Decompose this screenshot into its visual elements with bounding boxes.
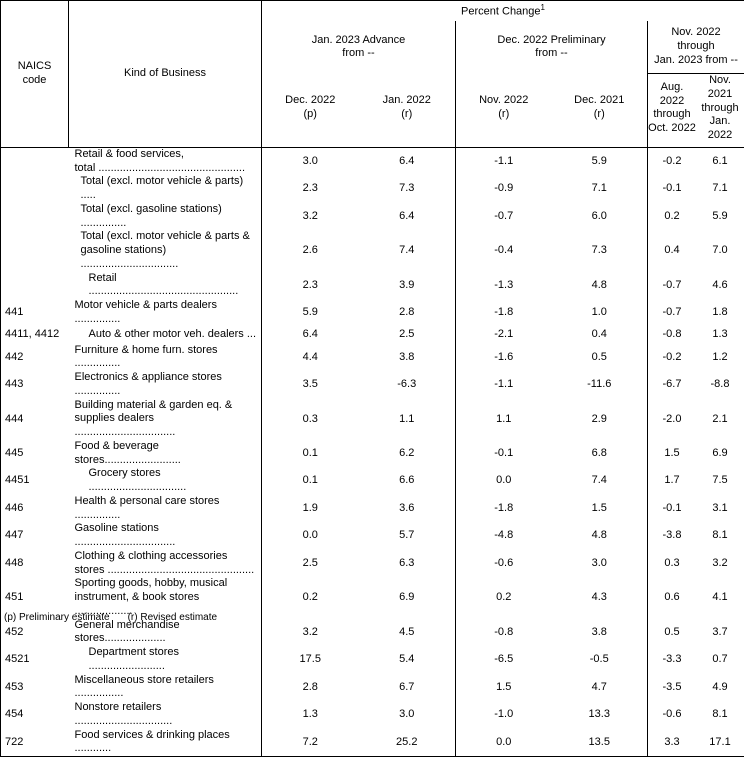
cell-kind-of-business (69, 701, 262, 729)
cell-value: 1.9 (262, 495, 359, 523)
cell-value: 2.9 (552, 399, 648, 440)
cell-value: -1.3 (456, 272, 552, 300)
cell-kind-of-business (69, 674, 262, 702)
kind-of-business-line: General merchandise stores.................... (75, 619, 258, 647)
naics-code-label-line2: code (1, 74, 68, 88)
subcol-1-line1: Jan. 2022 (359, 94, 456, 108)
cell-naics-code: 446 (1, 495, 69, 523)
cell-value: 17.5 (262, 646, 359, 674)
cell-value: -0.6 (648, 701, 697, 729)
table-row (1, 467, 744, 495)
cell-value: 7.2 (262, 729, 359, 757)
kind-of-business-line: Nonstore retailers ................................ (75, 701, 258, 729)
col-header-percent-change (262, 1, 744, 22)
cell-value: -0.2 (648, 344, 697, 372)
cell-value: 3.9 (359, 272, 456, 300)
cell-value: 3.1 (696, 495, 744, 523)
cell-value: 7.1 (552, 175, 648, 203)
group-1-line2: from -- (456, 47, 647, 61)
table-row (1, 175, 744, 203)
cell-value: 0.0 (456, 729, 552, 757)
kind-of-business-line: Total (excl. motor vehicle & parts) ..... (81, 175, 258, 203)
cell-value: -4.8 (456, 522, 552, 550)
cell-value: 7.3 (359, 175, 456, 203)
cell-value: 1.2 (696, 344, 744, 372)
subcol-3-line1: Dec. 2021 (552, 94, 648, 108)
cell-value: 3.0 (552, 550, 648, 578)
cell-value: -0.1 (648, 175, 697, 203)
subcol-4-line2: through (648, 108, 696, 122)
cell-kind-of-business (69, 299, 262, 327)
cell-value: -3.3 (648, 646, 697, 674)
cell-kind-of-business (69, 272, 262, 300)
subcol-0-line1: Dec. 2022 (262, 94, 359, 108)
table-row (1, 272, 744, 300)
table-row (1, 646, 744, 674)
group-header-jan-2023-advance (262, 21, 456, 74)
cell-value: 6.8 (552, 440, 648, 468)
subcol-0-line2: (p) (262, 108, 359, 122)
cell-value: 3.0 (359, 701, 456, 729)
cell-value: 0.6 (648, 577, 697, 618)
table-row (1, 550, 744, 578)
cell-value: 6.7 (359, 674, 456, 702)
cell-value: 0.7 (696, 646, 744, 674)
cell-naics-code: 444 (1, 399, 69, 440)
cell-value: 4.4 (262, 344, 359, 372)
cell-value: -0.6 (456, 550, 552, 578)
cell-value: 6.4 (262, 327, 359, 344)
group-1-line1: Dec. 2022 Preliminary (456, 34, 647, 48)
percent-change-label: Percent Change (461, 5, 541, 17)
table-row (1, 371, 744, 399)
table-row (1, 147, 744, 175)
cell-value: -6.7 (648, 371, 697, 399)
cell-value: 0.0 (262, 522, 359, 550)
kind-of-business-line: Department stores ......................... (89, 646, 258, 674)
subcol-5-line1: Nov. 2021 (696, 74, 744, 102)
cell-kind-of-business (69, 175, 262, 203)
group-2-line1: Nov. 2022 (648, 26, 744, 40)
cell-naics-code (1, 230, 69, 271)
cell-value: 6.1 (696, 147, 744, 175)
cell-value: 3.3 (648, 729, 697, 757)
cell-value: 0.4 (648, 230, 697, 271)
cell-value: 3.2 (696, 550, 744, 578)
kind-of-business-line: Retail ................................................. (89, 272, 258, 300)
cell-value: -6.5 (456, 646, 552, 674)
cell-value: 0.4 (552, 327, 648, 344)
table-row (1, 522, 744, 550)
cell-kind-of-business (69, 467, 262, 495)
kind-of-business-line: Food services & drinking places ............ (75, 729, 258, 757)
cell-value: 8.1 (696, 701, 744, 729)
cell-value: 1.3 (262, 701, 359, 729)
kind-of-business-line: Miscellaneous store retailers ................ (75, 674, 258, 702)
cell-value: 0.2 (456, 577, 552, 618)
cell-naics-code (1, 272, 69, 300)
footnote-preliminary: (p) Preliminary estimate (4, 612, 110, 623)
cell-value: 4.8 (552, 272, 648, 300)
cell-naics-code: 4521 (1, 646, 69, 674)
cell-value: 8.1 (696, 522, 744, 550)
cell-value: 2.3 (262, 175, 359, 203)
percent-change-footnote-marker: 1 (541, 3, 545, 12)
kind-of-business-line: Building material & garden eq. & (75, 399, 258, 413)
subcol-header-dec-2022-p (262, 74, 359, 148)
cell-value: 2.1 (696, 399, 744, 440)
table-row (1, 495, 744, 523)
cell-value: 7.4 (552, 467, 648, 495)
cell-value: -0.9 (456, 175, 552, 203)
cell-value: -8.8 (696, 371, 744, 399)
cell-value: 0.1 (262, 440, 359, 468)
kind-of-business-line: Food & beverage stores......................... (75, 440, 258, 468)
cell-value: 0.3 (648, 550, 697, 578)
cell-kind-of-business (69, 327, 262, 344)
cell-kind-of-business (69, 203, 262, 231)
kind-of-business-line: supplies dealers ................................. (75, 412, 258, 440)
cell-value: -3.5 (648, 674, 697, 702)
cell-value: -0.8 (456, 619, 552, 647)
cell-value: 4.9 (696, 674, 744, 702)
cell-value: 1.1 (456, 399, 552, 440)
kind-of-business-line: Gasoline stations ................................. (75, 522, 258, 550)
subcol-1-line2: (r) (359, 108, 456, 122)
subcol-3-line2: (r) (552, 108, 648, 122)
cell-kind-of-business (69, 399, 262, 440)
cell-value: 5.9 (552, 147, 648, 175)
cell-value: -0.1 (456, 440, 552, 468)
cell-value: -1.6 (456, 344, 552, 372)
kind-of-business-line: Motor vehicle & parts dealers ............... (75, 299, 258, 327)
cell-value: -2.1 (456, 327, 552, 344)
cell-value: 0.1 (262, 467, 359, 495)
cell-kind-of-business (69, 440, 262, 468)
subcol-header-dec-2021-r (552, 74, 648, 148)
cell-value: 1.5 (648, 440, 697, 468)
table-footnotes (4, 612, 217, 623)
cell-value: 1.5 (456, 674, 552, 702)
table-row (1, 344, 744, 372)
cell-value: 3.8 (552, 619, 648, 647)
cell-value: 25.2 (359, 729, 456, 757)
cell-naics-code (1, 203, 69, 231)
cell-naics-code (1, 175, 69, 203)
kind-of-business-line: Sporting goods, hobby, musical (75, 577, 258, 591)
group-2-line3: Jan. 2023 from -- (648, 54, 744, 68)
cell-value: 4.3 (552, 577, 648, 618)
cell-naics-code: 453 (1, 674, 69, 702)
cell-value: 1.5 (552, 495, 648, 523)
cell-value: 3.8 (359, 344, 456, 372)
cell-value: 1.1 (359, 399, 456, 440)
cell-naics-code: 722 (1, 729, 69, 757)
cell-value: 1.8 (696, 299, 744, 327)
cell-value: 13.3 (552, 701, 648, 729)
kind-of-business-line: stores ................................................ (75, 564, 258, 578)
cell-value: 2.5 (359, 327, 456, 344)
cell-naics-code: 448 (1, 550, 69, 578)
group-0-line1: Jan. 2023 Advance (262, 34, 455, 48)
cell-naics-code: 452 (1, 619, 69, 647)
table-row (1, 440, 744, 468)
cell-kind-of-business (69, 230, 262, 271)
cell-value: 7.0 (696, 230, 744, 271)
group-2-line2: through (648, 40, 744, 54)
cell-value: 6.2 (359, 440, 456, 468)
cell-naics-code (1, 147, 69, 175)
cell-value: -0.7 (456, 203, 552, 231)
kind-of-business-line: Electronics & appliance stores ............... (75, 371, 258, 399)
cell-naics-code: 443 (1, 371, 69, 399)
cell-value: 6.4 (359, 147, 456, 175)
cell-value: 1.7 (648, 467, 697, 495)
cell-value: 6.4 (359, 203, 456, 231)
cell-value: 3.2 (262, 619, 359, 647)
naics-code-label-line1: NAICS (1, 60, 68, 74)
cell-value: 2.6 (262, 230, 359, 271)
cell-value: 2.5 (262, 550, 359, 578)
cell-value: 7.1 (696, 175, 744, 203)
group-header-dec-2022-preliminary (456, 21, 648, 74)
cell-value: 6.0 (552, 203, 648, 231)
cell-value: 6.6 (359, 467, 456, 495)
subcol-5-line2: through (696, 102, 744, 116)
subcol-2-line1: Nov. 2022 (456, 94, 552, 108)
cell-value: 3.2 (262, 203, 359, 231)
kind-of-business-line: Grocery stores ................................ (89, 467, 258, 495)
cell-value: 7.3 (552, 230, 648, 271)
footnote-revised: (r) Revised estimate (128, 612, 217, 623)
cell-naics-code: 445 (1, 440, 69, 468)
cell-value: 5.9 (696, 203, 744, 231)
cell-value: 3.5 (262, 371, 359, 399)
table-row (1, 701, 744, 729)
cell-value: 6.9 (696, 440, 744, 468)
cell-value: -1.8 (456, 495, 552, 523)
cell-naics-code: 4451 (1, 467, 69, 495)
cell-value: 6.9 (359, 577, 456, 618)
subcol-header-nov-2021-through-jan-2022 (696, 74, 744, 148)
cell-naics-code: 451 (1, 577, 69, 618)
cell-value: 5.9 (262, 299, 359, 327)
table-row (1, 674, 744, 702)
cell-kind-of-business (69, 729, 262, 757)
kind-of-business-line: Clothing & clothing accessories (75, 550, 258, 564)
cell-naics-code: 442 (1, 344, 69, 372)
cell-value: 0.5 (552, 344, 648, 372)
cell-kind-of-business (69, 344, 262, 372)
cell-naics-code: 4411, 4412 (1, 327, 69, 344)
kind-of-business-line: Auto & other motor veh. dealers ... (89, 328, 258, 342)
col-header-naics-code (1, 1, 69, 148)
kind-of-business-line: instrument, & book stores ................... (75, 591, 258, 619)
cell-value: 2.8 (262, 674, 359, 702)
cell-value: 3.6 (359, 495, 456, 523)
cell-value: 13.5 (552, 729, 648, 757)
cell-value: 3.0 (262, 147, 359, 175)
cell-kind-of-business (69, 495, 262, 523)
cell-value: -0.7 (648, 299, 697, 327)
table-row (1, 230, 744, 271)
cell-value: 1.0 (552, 299, 648, 327)
cell-value: 0.5 (648, 619, 697, 647)
subcol-header-jan-2022-r (359, 74, 456, 148)
kind-of-business-line: Total (excl. motor vehicle & parts & (81, 230, 258, 244)
cell-naics-code: 454 (1, 701, 69, 729)
cell-kind-of-business (69, 147, 262, 175)
subcol-5-line3: Jan. 2022 (696, 115, 744, 143)
table-row (1, 299, 744, 327)
cell-value: -1.1 (456, 371, 552, 399)
kind-of-business-line: Retail & food services, (75, 148, 258, 162)
cell-value: 5.4 (359, 646, 456, 674)
cell-naics-code: 447 (1, 522, 69, 550)
cell-value: 7.5 (696, 467, 744, 495)
group-0-line2: from -- (262, 47, 455, 61)
cell-value: 3.7 (696, 619, 744, 647)
table-row (1, 327, 744, 344)
cell-value: 2.8 (359, 299, 456, 327)
cell-value: 17.1 (696, 729, 744, 757)
cell-value: 7.4 (359, 230, 456, 271)
kind-of-business-line: total ................................................ (75, 162, 258, 176)
cell-value: -2.0 (648, 399, 697, 440)
subcol-header-nov-2022-r (456, 74, 552, 148)
cell-value: 4.1 (696, 577, 744, 618)
cell-kind-of-business (69, 646, 262, 674)
kind-of-business-label: Kind of Business (124, 67, 206, 79)
cell-value: -0.4 (456, 230, 552, 271)
subcol-2-line2: (r) (456, 108, 552, 122)
kind-of-business-line: gasoline stations) ................................ (81, 244, 258, 272)
cell-value: 0.2 (262, 577, 359, 618)
subcol-4-line1: Aug. 2022 (648, 81, 696, 109)
cell-value: 4.7 (552, 674, 648, 702)
cell-kind-of-business (69, 522, 262, 550)
cell-kind-of-business (69, 550, 262, 578)
cell-value: -1.8 (456, 299, 552, 327)
col-header-kind-of-business (69, 1, 262, 148)
group-header-nov-2022-through-jan-2023 (648, 21, 744, 74)
cell-naics-code: 441 (1, 299, 69, 327)
cell-value: 5.7 (359, 522, 456, 550)
cell-value: 4.5 (359, 619, 456, 647)
cell-value: 4.8 (552, 522, 648, 550)
kind-of-business-line: Furniture & home furn. stores ............... (75, 344, 258, 372)
cell-value: 0.0 (456, 467, 552, 495)
subcol-4-line3: Oct. 2022 (648, 122, 696, 136)
cell-value: 0.3 (262, 399, 359, 440)
cell-value: -0.1 (648, 495, 697, 523)
cell-kind-of-business (69, 371, 262, 399)
cell-value: -0.7 (648, 272, 697, 300)
cell-value: -6.3 (359, 371, 456, 399)
table-row (1, 729, 744, 757)
cell-value: -0.8 (648, 327, 697, 344)
cell-value: -1.0 (456, 701, 552, 729)
cell-value: 0.2 (648, 203, 697, 231)
cell-value: -1.1 (456, 147, 552, 175)
table-row (1, 399, 744, 440)
cell-value: 1.3 (696, 327, 744, 344)
cell-value: 4.6 (696, 272, 744, 300)
header-row-percent-change (1, 1, 744, 22)
cell-value: -11.6 (552, 371, 648, 399)
cell-value: 2.3 (262, 272, 359, 300)
cell-value: 6.3 (359, 550, 456, 578)
kind-of-business-line: Health & personal care stores ............... (75, 495, 258, 523)
cell-value: -0.2 (648, 147, 697, 175)
cell-value: -3.8 (648, 522, 697, 550)
subcol-header-aug-2022-through-oct-2022 (648, 74, 697, 148)
kind-of-business-line: Total (excl. gasoline stations) ............... (81, 203, 258, 231)
table-row (1, 203, 744, 231)
cell-value: -0.5 (552, 646, 648, 674)
